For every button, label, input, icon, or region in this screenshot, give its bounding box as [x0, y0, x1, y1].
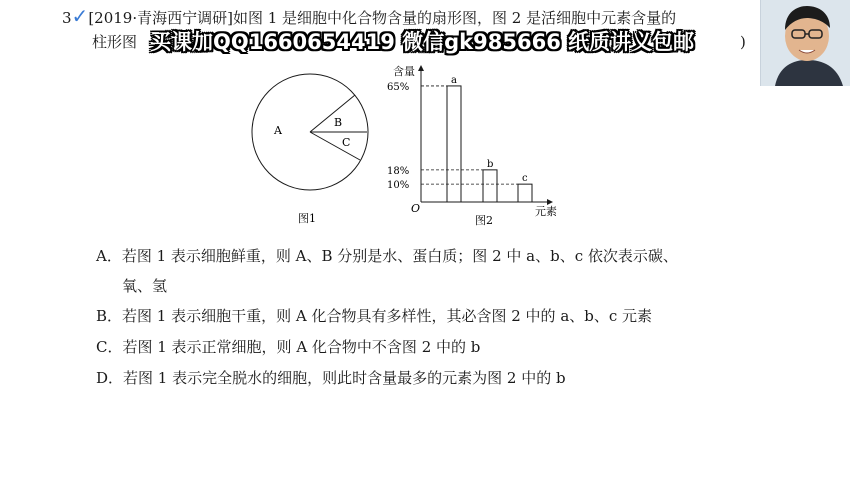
- figure1-caption: 图1: [298, 212, 316, 225]
- question-stem-line1: [2019·青海西宁调研]如图 1 是细胞中化合物含量的扇形图，图 2 是活细胞中元素含量的: [88, 9, 677, 27]
- checkmark-icon: ✓: [71, 4, 89, 28]
- webcam-video: [760, 0, 850, 86]
- x-axis-label: 元素: [535, 205, 557, 218]
- pie-label-b: B: [334, 116, 343, 129]
- bar-c: [518, 184, 532, 202]
- option-a-line1: A．若图 1 表示细胞鲜重，则 A、B 分别是水、蛋白质；图 2 中 a、b、c 依次表示碳、: [96, 247, 678, 265]
- pie-label-c: C: [342, 136, 351, 149]
- y-axis-label: 含量: [393, 65, 415, 78]
- option-b: B．若图 1 表示细胞干重，则 A 化合物具有多样性，其必含图 2 中的 a、b、c 元素: [96, 307, 653, 325]
- watermark-text: 买课加QQ1660654419 微信gk985666 纸质讲义包邮: [150, 30, 695, 54]
- question-number: 3: [62, 9, 72, 27]
- pie-label-a: A: [274, 124, 282, 137]
- bar-label-c: c: [522, 173, 528, 185]
- bar-label-a: a: [451, 74, 457, 86]
- bar-b: [483, 170, 497, 202]
- bar-label-b: b: [487, 158, 494, 170]
- figure2-bar-chart: [385, 62, 570, 232]
- question-line-1: [62, 4, 676, 28]
- answer-paren: ): [740, 33, 746, 51]
- y-tick-a: 65%: [387, 81, 410, 93]
- question-line-2-start: 柱形图: [92, 33, 138, 51]
- person-avatar-icon: [761, 0, 850, 86]
- option-c: C．若图 1 表示正常细胞，则 A 化合物中不含图 2 中的 b: [96, 338, 481, 356]
- figure1-pie: [246, 72, 376, 232]
- pie-divider-1: [310, 95, 355, 132]
- figure2-caption: 图2: [475, 214, 493, 227]
- pie-divider-3: [310, 132, 360, 160]
- option-d: D．若图 1 表示完全脱水的细胞，则此时含量最多的元素为图 2 中的 b: [96, 369, 566, 387]
- origin-label: O: [411, 202, 421, 215]
- y-tick-c: 10%: [387, 180, 410, 192]
- option-a-line2: 氧、氢: [122, 277, 168, 295]
- bars-group: [387, 75, 532, 202]
- bar-a: [447, 86, 461, 202]
- y-tick-b: 18%: [387, 165, 410, 177]
